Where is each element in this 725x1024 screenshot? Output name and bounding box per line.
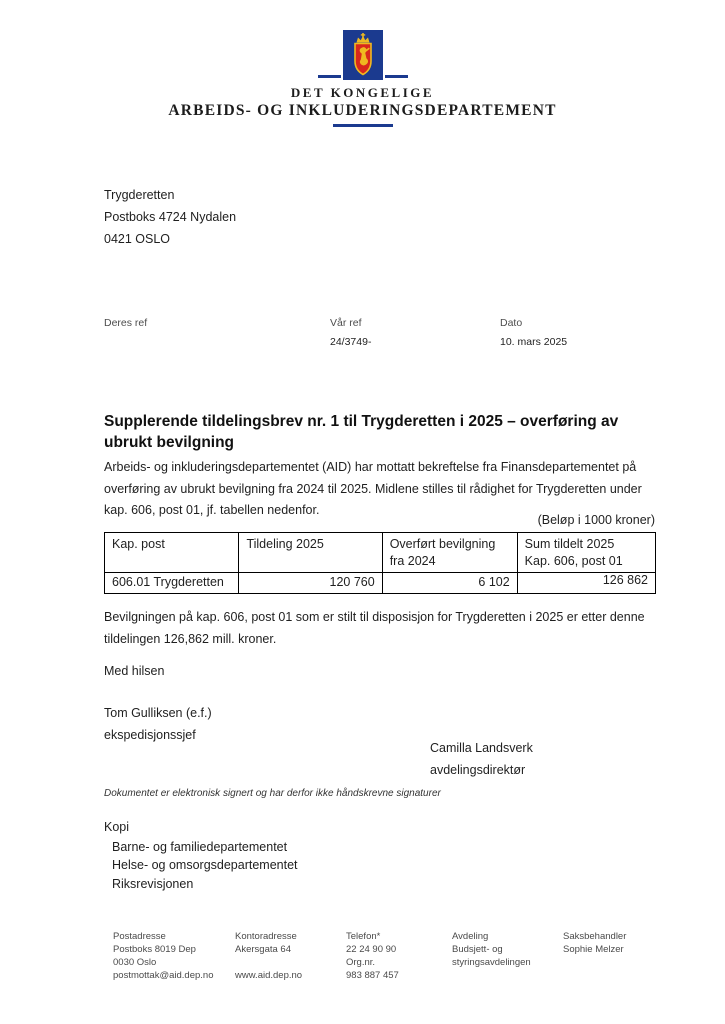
footer-line: Akersgata 64 (235, 944, 291, 955)
table-cell: 6 102 (382, 573, 517, 594)
deres-ref-label: Deres ref (104, 317, 148, 329)
crest-row (0, 30, 725, 80)
footer-column (113, 930, 235, 982)
footer-column (563, 930, 663, 982)
kopi-item: Helse- og omsorgsdepartementet (112, 858, 298, 872)
footer-line (235, 956, 346, 969)
crest-right-bar (385, 75, 408, 78)
footer-line: 22 24 90 90 (346, 944, 397, 955)
footer-column (346, 930, 452, 982)
footer-line: Avdeling (452, 931, 489, 942)
footer-line: Budsjett- og (452, 944, 503, 955)
footer-line: styringsavdelingen (452, 957, 531, 968)
deres-ref (104, 317, 147, 336)
footer (113, 930, 663, 982)
crest-left-bar (318, 75, 341, 78)
table-cell: 120 760 (239, 573, 382, 594)
kopi-section (104, 818, 298, 893)
dato (500, 317, 567, 348)
salutation: Med hilsen (104, 664, 165, 678)
kopi-items (104, 838, 298, 894)
kopi-item: Riksrevisjonen (112, 876, 194, 891)
var-ref (330, 317, 371, 348)
table-row (105, 573, 656, 594)
signer2-title: avdelingsdirektør (430, 763, 526, 777)
table-header-row (105, 533, 656, 573)
footer-line: Sophie Melzer (563, 944, 624, 955)
var-ref-value: 24/3749- (330, 336, 372, 348)
allocation-table-wrap (104, 532, 656, 594)
footer-column (235, 930, 346, 982)
footer-line: Saksbehandler (563, 931, 627, 942)
table-amount-note: (Beløp i 1000 kroner) (537, 513, 655, 527)
letter-title: Supplerende tildelingsbrev nr. 1 til Trygderetten i 2025 – overføring av ubrukt bevilgning (104, 413, 619, 451)
recipient-line: Postboks 4724 Nydalen (104, 210, 237, 224)
table-header-cell: Tildeling 2025 (239, 533, 382, 573)
recipient-address (104, 184, 236, 250)
dato-label: Dato (500, 317, 523, 329)
table-cell: 606.01 Trygderetten (105, 573, 239, 594)
table-header-cell: Sum tildelt 2025 Kap. 606, post 01 (517, 533, 655, 573)
table-header-cell: Overført bevilgning fra 2024 (382, 533, 517, 573)
table-header-cell: Kap. post (105, 533, 239, 573)
footer-line: Kontoradresse (235, 931, 297, 942)
recipient-line: Trygderetten (104, 188, 175, 202)
allocation-table (104, 532, 656, 594)
kopi-label: Kopi (104, 820, 130, 834)
signer1-title: ekspedisjonssjef (104, 728, 196, 742)
ministry-name-line1: DET KONGELIGE (290, 85, 435, 100)
recipient-line: 0421 OSLO (104, 232, 171, 246)
signer2-name: Camilla Landsverk (430, 741, 533, 755)
crest-bottom-bar (333, 124, 393, 127)
letterhead (0, 30, 725, 127)
ministry-name-line2: ARBEIDS- OG INKLUDERINGSDEPARTEMENT (168, 102, 557, 119)
footer-line: 0030 Oslo (113, 957, 157, 968)
body-paragraph-1: Arbeids- og inkluderingsdepartementet (AID) har mottatt bekreftelse fra Finansdepartementet på overføring av ubrukt bevilgning fra 2024 til 2025. Midlene stilles til rådighet for Trygderetten under kap. 606, post 01, jf. tabellen nedenfor. (104, 460, 642, 517)
footer-line: Postadresse (113, 931, 166, 942)
dato-value: 10. mars 2025 (500, 336, 568, 348)
signer2-block (430, 737, 533, 781)
footer-line: postmottak@aid.dep.no (113, 970, 214, 981)
reference-block (104, 317, 655, 357)
table-cell: 126 862 (517, 573, 655, 594)
footer-line: 983 887 457 (346, 970, 399, 981)
signer1-block (104, 702, 212, 746)
signer1-name: Tom Gulliksen (e.f.) (104, 706, 212, 720)
footer-line: Org.nr. (346, 957, 376, 968)
footer-line: Postboks 8019 Dep (113, 944, 196, 955)
kopi-item: Barne- og familiedepartementet (112, 839, 288, 854)
footer-column (452, 930, 563, 982)
norwegian-coat-of-arms-icon (343, 30, 383, 80)
body-paragraph-2: Bevilgningen på kap. 606, post 01 som er stilt til disposisjon for Trygderetten i 2025 er etter denne tildelingen 126,862 mill. kroner. (104, 610, 645, 646)
footer-line: Telefon* (346, 931, 381, 942)
electronic-signature-note: Dokumentet er elektronisk signert og har derfor ikke håndskrevne signaturer (104, 788, 441, 799)
var-ref-label: Vår ref (330, 317, 362, 329)
footer-line: www.aid.dep.no (235, 970, 303, 981)
